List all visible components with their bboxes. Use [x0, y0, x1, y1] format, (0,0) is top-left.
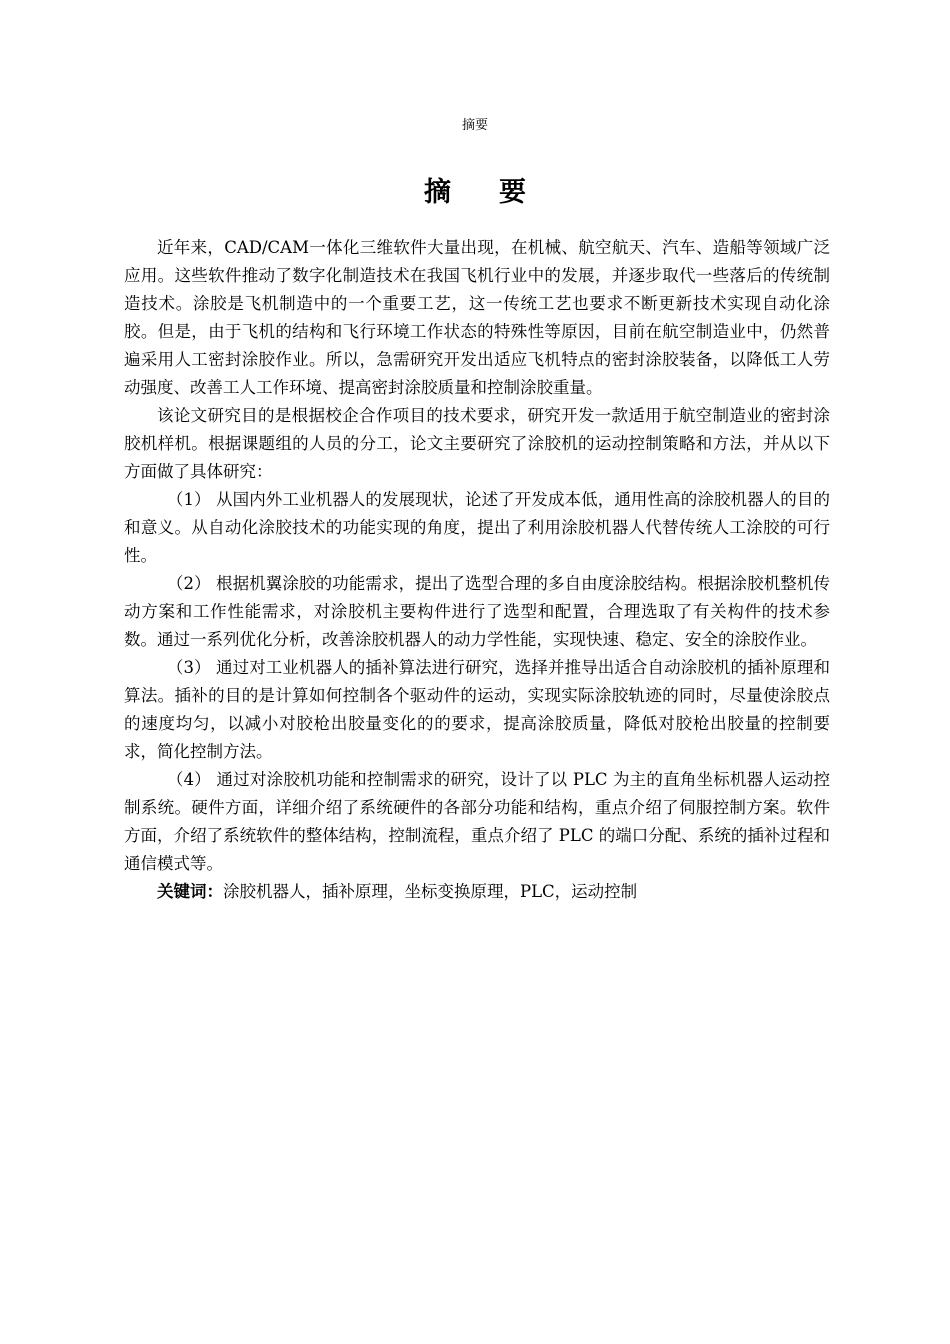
research-item-1: （1） 从国内外工业机器人的发展现状，论述了开发成本低，通用性高的涂胶机器人的目的和意义。从自动化涂胶技术的功能实现的角度，提出了利用涂胶机器人代替传统人工涂胶的可行性。 [124, 490, 830, 565]
title-char-2: 要 [499, 177, 526, 208]
abstract-paragraph-1: 近年来，CAD/CAM一体化三维软件大量出现，在机械、航空航天、汽车、造船等领域广泛应用。这些软件推动了数字化制造技术在我国飞机行业中的发展，并逐步取代一些落后的传统制造技术。涂胶是飞机制造中的一个重要工艺，这一传统工艺也要求不断更新技术实现自动化涂胶。但是，由于飞机的结构和飞行环境工作状态的特殊性等原因，目前在航空制造业中，仍然普遍采用人工密封涂胶作业。所以，急需研究开发出适应飞机特点的密封涂胶装备，以降低工人劳动强度、改善工人工作环境、提高密封涂胶质量和控制涂胶重量。 [124, 238, 830, 397]
title-char-1: 摘 [424, 177, 451, 208]
abstract-body [124, 234, 830, 906]
keywords-value: 涂胶机器人，插补原理，坐标变换原理，PLC，运动控制 [223, 882, 638, 901]
research-item-3: （3） 通过对工业机器人的插补算法进行研究，选择并推导出适合自动涂胶机的插补原理和算法。插补的目的是计算如何控制各个驱动件的运动，实现实际涂胶轨迹的同时，尽量使涂胶点的速度均匀，以减小对胶枪出胶量变化的的要求，提高涂胶质量，降低对胶枪出胶量的控制要求，简化控制方法。 [124, 658, 830, 761]
research-item-2: （2） 根据机翼涂胶的功能需求，提出了选型合理的多自由度涂胶结构。根据涂胶机整机传动方案和工作性能需求，对涂胶机主要构件进行了选型和配置，合理选取了有关构件的技术参数。通过一系列优化分析，改善涂胶机器人的动力学性能，实现快速、稳定、安全的涂胶作业。 [124, 574, 830, 649]
running-header: 摘要 [461, 118, 488, 133]
research-item-4: （4） 通过对涂胶机功能和控制需求的研究，设计了以 PLC 为主的直角坐标机器人运动控制系统。硬件方面，详细介绍了系统硬件的各部分功能和结构，重点介绍了伺服控制方案。软件方面，介绍了系统软件的整体结构，控制流程，重点介绍了 PLC 的端口分配、系统的插补过程和通信模式等。 [124, 770, 830, 873]
keywords-label: 关键词： [157, 882, 223, 901]
page-title [0, 173, 950, 213]
abstract-paragraph-2: 该论文研究目的是根据校企合作项目的技术要求，研究开发一款适用于航空制造业的密封涂胶机样机。根据课题组的人员的分工，论文主要研究了涂胶机的运动控制策略和方法，并从以下方面做了具体研究： [124, 406, 830, 481]
keywords-line [124, 878, 830, 906]
